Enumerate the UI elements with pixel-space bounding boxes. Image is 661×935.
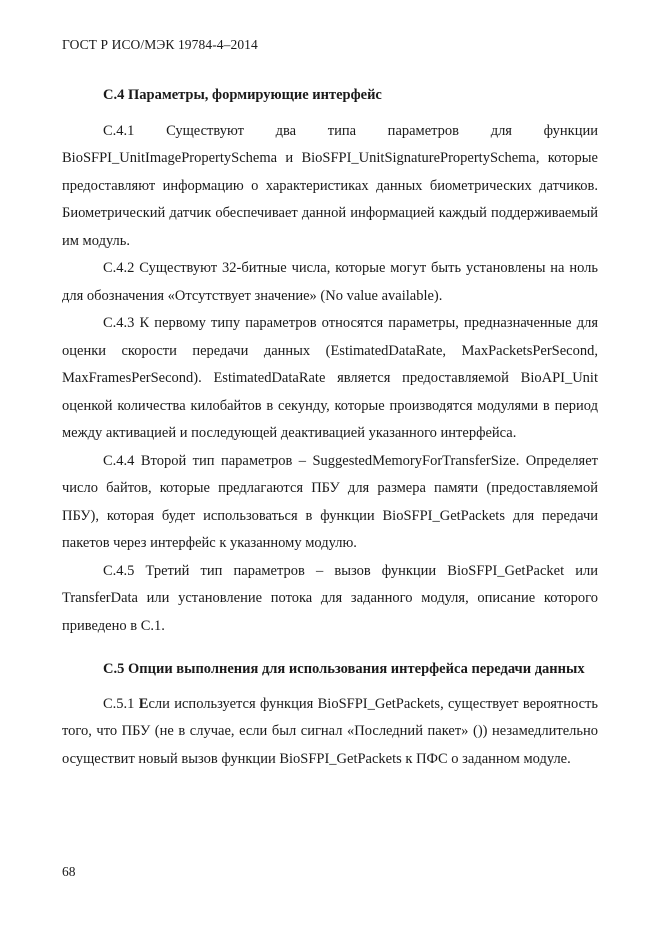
- paragraph-c4-2: C.4.2 Существуют 32-битные числа, которые могут быть установлены на ноль для обозначения «Отсутствует значение» (No value available).: [62, 260, 598, 304]
- paragraph-c4-4: C.4.4 Второй тип параметров – SuggestedMemoryForTransferSize. Определяет число байтов, которые предлагаются ПБУ для размера памяти (предоставляемой ПБУ), которая будет использоваться в функции BioSFPI_GetPackets для передачи пакетов через интерфейс к указанному модулю.: [62, 452, 598, 551]
- section-heading-c4: C.4 Параметры, формирующие интерфейс: [103, 87, 382, 103]
- paragraph-c4-5: C.4.5 Третий тип параметров – вызов функции BioSFPI_GetPacket или TransferData или установление потока для заданного модуля, описание которого приведено в C.1.: [62, 562, 598, 634]
- page-number: 68: [62, 864, 76, 879]
- page-content: [62, 82, 598, 773]
- paragraph-c4-1: C.4.1 Существуют два типа параметров для функции BioSFPI_UnitImagePropertySchema и BioSFPI_UnitSignaturePropertySchema, которые предоставляют информацию о характеристиках данных биометрических датчиков. Биометрический датчик обеспечивает данной информацией каждый поддерживаемый им модуль.: [62, 122, 598, 249]
- document-header: ГОСТ Р ИСО/МЭК 19784-4–2014: [62, 37, 258, 52]
- paragraph-c4-3: C.4.3 К первому типу параметров относятся параметры, предназначенные для оценки скорости передачи данных (EstimatedDataRate, MaxPacketsPerSecond, MaxFramesPerSecond). EstimatedDataRate является предоставляемой BioAPI_Unit оценкой количества килобайтов в секунду, которые производятся модулями в период между активацией и последующей деактивацией указанного интерфейса.: [62, 315, 598, 441]
- paragraph-c5-1-number: C.5.1: [103, 695, 135, 712]
- paragraph-c5-1-bold-letter: Е: [138, 695, 149, 712]
- paragraph-c5-1-text: сли используется функция BioSFPI_GetPackets, существует вероятность того, что ПБУ (не в случае, если был сигнал «Последний пакет» ()) незамедлительно осуществит новый вызов функции BioSFPI_GetPackets к ПФС о заданном модуле.: [62, 695, 599, 767]
- section-heading-c5: C.5 Опции выполнения для использования интерфейса передачи данных: [103, 661, 585, 677]
- paragraph-c5-1: [62, 691, 598, 774]
